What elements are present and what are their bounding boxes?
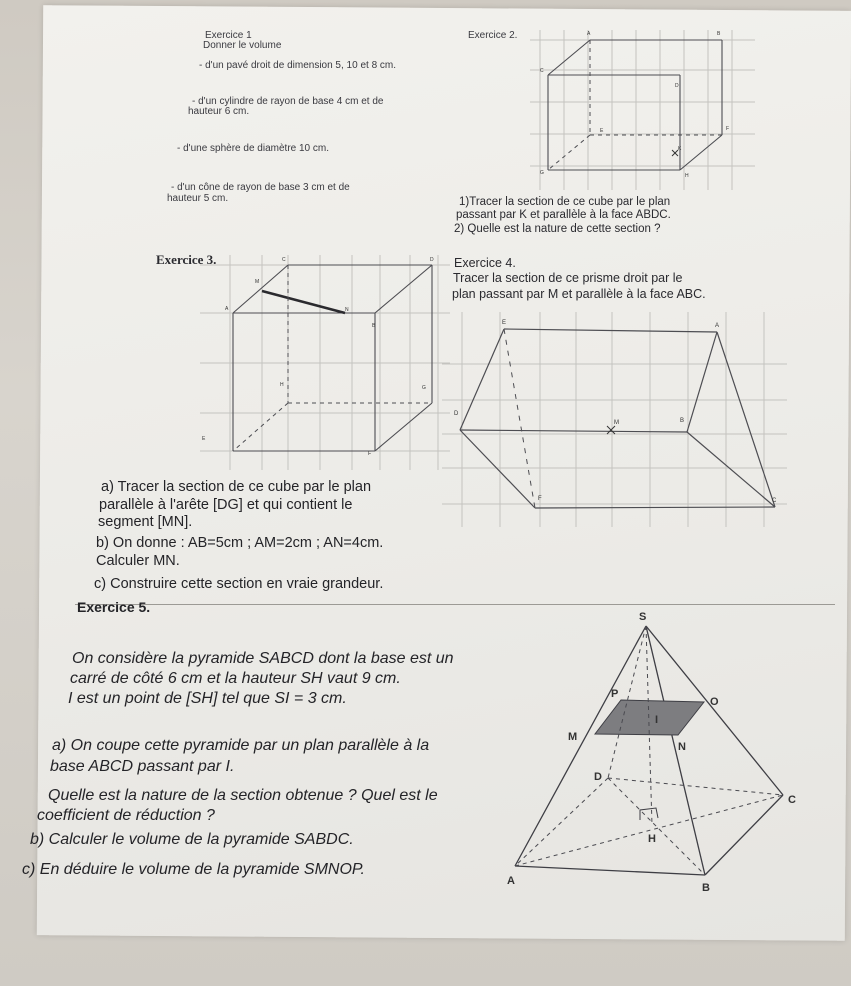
ex4-line2: plan passant par M et parallèle à la face ABC.	[452, 287, 706, 301]
ex2-label-a: A	[587, 31, 591, 37]
ex3-label-h: H	[280, 382, 284, 388]
ex4-label-b: B	[680, 418, 685, 424]
ex4-label-e: E	[502, 320, 507, 326]
ex2-label-d: D	[675, 83, 679, 89]
ex5-p3: I est un point de [SH] tel que SI = 3 cm.	[68, 690, 347, 707]
ex5-p2: carré de côté 6 cm et la hauteur SH vaut 9 cm.	[70, 670, 401, 687]
ex1-item1: - d'un pavé droit de dimension 5, 10 et 8 cm.	[199, 60, 397, 71]
ex4-label-d: D	[454, 411, 459, 417]
ex3-cube-figure	[200, 255, 450, 470]
ex2-label-h: H	[685, 173, 689, 179]
ex3-title: Exercice 3.	[156, 252, 217, 267]
ex2-q2: 2) Quelle est la nature de cette section ?	[454, 223, 661, 235]
ex2-label-c: C	[540, 68, 544, 74]
ex3-label-n: N	[345, 307, 349, 313]
ex5-qa1: a) On coupe cette pyramide par un plan parallèle à la	[52, 737, 430, 754]
ex2-label-f: F	[726, 126, 730, 132]
ex5-p1: On considère la pyramide SABCD dont la base est un	[72, 650, 454, 667]
ex2-label-g: G	[540, 170, 544, 176]
ex3-label-d: D	[430, 257, 434, 263]
ex2-label-b: B	[717, 31, 721, 37]
ex3-label-e: E	[202, 436, 206, 442]
ex5-qa2: base ABCD passant par I.	[50, 758, 235, 775]
ex5-qc: c) En déduire le volume de la pyramide SMNOP.	[22, 861, 365, 878]
ex5-label-p: P	[611, 688, 619, 700]
ex5-label-b: B	[702, 882, 710, 894]
ex5-pyramid-figure	[500, 608, 800, 898]
ex4-prism-figure	[442, 312, 787, 527]
ex4-label-c: C	[772, 498, 777, 504]
ex4-label-a: A	[715, 323, 720, 329]
ex1-item2b: hauteur 6 cm.	[188, 106, 250, 117]
ex5-label-m: M	[568, 731, 578, 743]
ex4-line1: Tracer la section de ce prisme droit par le	[453, 271, 683, 285]
ex1-title: Exercice 1	[205, 30, 252, 41]
ex3-label-c: C	[282, 257, 286, 263]
ex4-label-f: F	[538, 496, 542, 502]
ex1-item2a: - d'un cylindre de rayon de base 4 cm et de	[192, 96, 384, 107]
ex5-title: Exercice 5.	[77, 599, 151, 615]
ex3-qa3: segment [MN].	[98, 514, 193, 530]
ex2-label-e: E	[600, 128, 604, 134]
ex3-qa2: parallèle à l'arête [DG] et qui contient le	[99, 497, 353, 513]
ex1-item4a: - d'un cône de rayon de base 3 cm et de	[171, 182, 350, 193]
ex5-label-i: I	[655, 714, 659, 726]
ex2-q1b: passant par K et parallèle à la face ABDC.	[456, 209, 671, 221]
ex3-qa1: a) Tracer la section de ce cube par le plan	[101, 479, 372, 495]
ex5-label-n: N	[678, 741, 686, 753]
ex5-label-a: A	[507, 875, 515, 887]
ex5-label-o: O	[710, 696, 719, 708]
ex3-label-a: A	[225, 306, 229, 312]
ex1-intro: Donner le volume	[203, 40, 282, 51]
ex3-label-m: M	[255, 279, 260, 285]
ex5-label-s: S	[639, 611, 647, 623]
ex2-q1a: 1)Tracer la section de ce cube par le plan	[459, 196, 671, 208]
ex3-qb2: Calculer MN.	[96, 553, 180, 569]
ex1-item3: - d'une sphère de diamètre 10 cm.	[177, 143, 329, 154]
ex5-label-d: D	[594, 771, 602, 783]
ex4-title: Exercice 4.	[454, 256, 516, 270]
ex4-label-m: M	[614, 420, 619, 426]
ex2-label-k: K	[678, 146, 682, 152]
ex5-label-h: H	[648, 833, 656, 845]
ex2-cube-figure	[530, 30, 755, 190]
ex3-label-g: G	[422, 385, 426, 391]
ex5-qa3: Quelle est la nature de la section obtenue ? Quel est le	[48, 787, 438, 804]
ex2-title: Exercice 2.	[468, 30, 518, 41]
ex3-qb1: b) On donne : AB=5cm ; AM=2cm ; AN=4cm.	[96, 535, 384, 551]
ex3-qc: c) Construire cette section en vraie grandeur.	[94, 576, 384, 592]
ex1-item4b: hauteur 5 cm.	[167, 193, 229, 204]
ex3-label-b: B	[372, 323, 376, 329]
ex5-qb: b) Calculer le volume de la pyramide SABDC.	[30, 831, 354, 848]
ex5-qa4: coefficient de réduction ?	[37, 807, 215, 824]
separator-line	[75, 604, 835, 605]
ex3-label-f: F	[368, 451, 372, 457]
ex5-label-c: C	[788, 794, 796, 806]
